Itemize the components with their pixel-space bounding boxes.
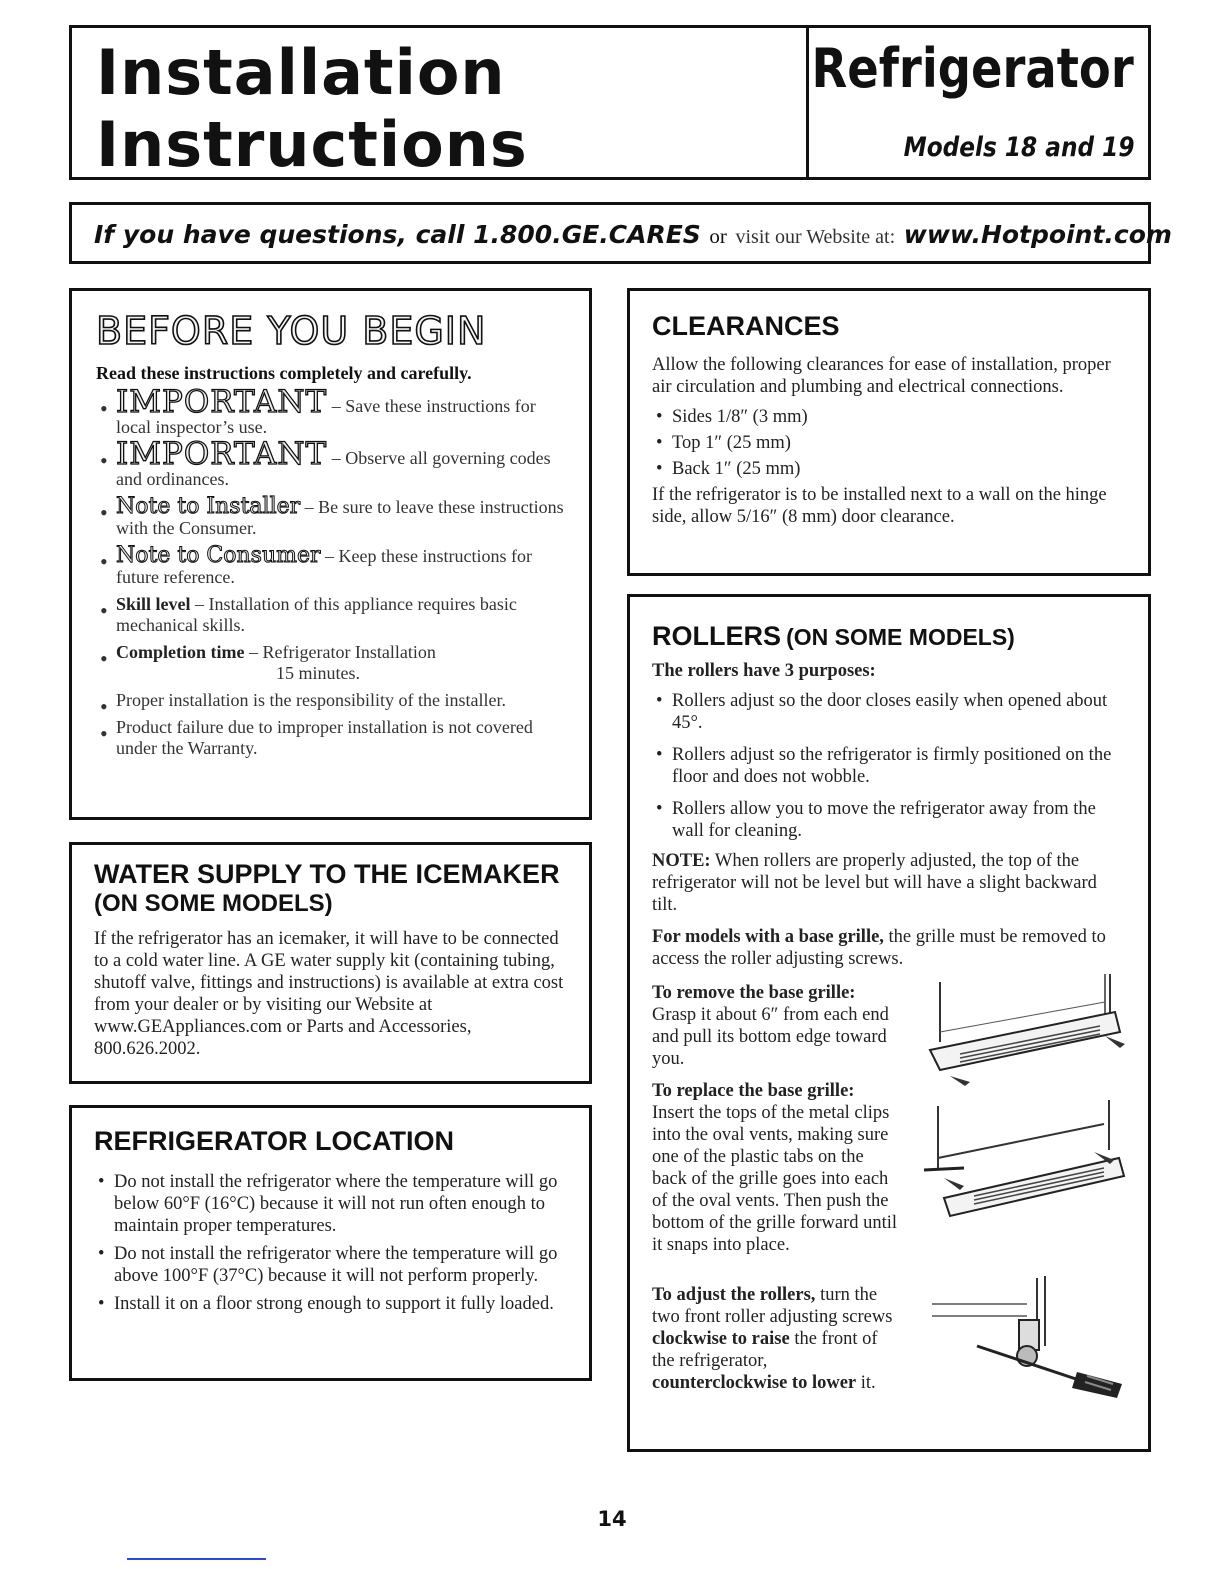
list-item: • Back 1″ (25 mm)	[652, 458, 1126, 480]
section-title: ROLLERS	[652, 621, 782, 651]
product-name: Refrigerator	[811, 37, 1134, 100]
page-number: 14	[597, 1507, 627, 1531]
title-line-1: Installation	[96, 36, 506, 109]
adjust-rollers-illustration	[927, 1276, 1132, 1401]
before-you-begin-section	[69, 288, 592, 820]
list-item: • IMPORTANT – Observe all governing codes and ordinances.	[96, 444, 565, 490]
header-title-box	[69, 25, 809, 180]
list-item: • Top 1″ (25 mm)	[652, 432, 1126, 454]
adjust-rollers-block: To adjust the rollers, turn the two front roller adjusting screws clockwise to raise the front of the refrigerator, counterclockwise to lower it.	[652, 1284, 1126, 1394]
list-item: • IMPORTANT – Save these instructions for local inspector’s use.	[96, 392, 565, 438]
remove-grille-block: To remove the base grille: Grasp it about 6″ from each end and pull its bottom edge toward you.	[652, 982, 1126, 1080]
website-link[interactable]: www.Hotpoint.com	[903, 220, 1172, 249]
replace-grille-illustration	[914, 1100, 1129, 1225]
section-title: BEFORE YOU BEGIN	[96, 309, 487, 353]
header-product-box	[806, 25, 1151, 180]
remove-grille-illustration	[920, 972, 1130, 1092]
list-item: • Proper installation is the responsibility of the installer.	[96, 690, 565, 711]
section-subtitle: (ON SOME MODELS)	[94, 890, 333, 918]
models-label: Models 18 and 19	[903, 132, 1134, 163]
list-item: • Rollers adjust so the refrigerator is firmly positioned on the floor and does not wobble.	[652, 744, 1126, 788]
contact-lead: If you have questions, call 1.800.GE.CARES	[94, 220, 701, 249]
contact-or: or	[709, 224, 727, 248]
list-item: • Note to Consumer – Keep these instructions for future reference.	[96, 545, 565, 588]
list-item: • Rollers adjust so the door closes easily when opened about 45°.	[652, 690, 1126, 734]
clearances-section	[627, 288, 1151, 576]
section-body: If the refrigerator has an icemaker, it will have to be connected to a cold water line. A GE water supply kit (containing tubing, shutoff valve, fittings and instructions) is available at extra cost from your dealer or by visiting our Website at www.GEAppliances.com or Parts and Accessories, 800.626.2002.	[94, 928, 564, 1059]
footer-link-line	[127, 1558, 266, 1560]
grille-note: For models with a base grille, the grille must be removed to access the roller adjusting screws.	[652, 927, 1106, 970]
rollers-note: NOTE: When rollers are properly adjusted, the top of the refrigerator will not be level but will have a slight backward tilt.	[652, 851, 1097, 916]
list-item: • Install it on a floor strong enough to support it fully loaded.	[94, 1293, 567, 1315]
section-title: REFRIGERATOR LOCATION	[94, 1126, 454, 1156]
water-supply-section	[69, 842, 592, 1084]
rollers-section	[627, 594, 1151, 1452]
location-section	[69, 1105, 592, 1381]
list-item: • Note to Installer – Be sure to leave these instructions with the Consumer.	[96, 496, 565, 539]
list-item: • Do not install the refrigerator where the temperature will go below 60°F (16°C) because it will not run often enough to maintain proper temperatures.	[94, 1171, 567, 1237]
replace-grille-block: To replace the base grille: Insert the tops of the metal clips into the oval vents, making sure one of the plastic tabs on the back of the grille goes into each of the oval vents. Then push the bottom of the grille forward until it snaps into place.	[652, 1080, 1126, 1280]
section-subtitle: (ON SOME MODELS)	[786, 624, 1015, 650]
section-note: If the refrigerator is to be installed next to a wall on the hinge side, allow 5/16″ (8 mm) door clearance.	[652, 485, 1107, 528]
contact-bar	[69, 202, 1172, 264]
purposes-heading: The rollers have 3 purposes:	[652, 661, 876, 682]
section-intro: Allow the following clearances for ease of installation, proper air circulation and plumbing and electrical connections.	[652, 355, 1111, 398]
list-item: • Completion time – Refrigerator Installation 15 minutes.	[96, 642, 565, 684]
intro-text: Read these instructions completely and carefully.	[96, 363, 472, 383]
list-item: • Do not install the refrigerator where the temperature will go above 100°F (37°C) because it will not perform properly.	[94, 1243, 567, 1287]
title-line-2: Instructions	[96, 108, 528, 181]
list-item: • Rollers allow you to move the refrigerator away from the wall for cleaning.	[652, 798, 1126, 842]
list-item: • Skill level – Installation of this appliance requires basic mechanical skills.	[96, 594, 565, 636]
contact-visit: visit our Website at:	[735, 226, 896, 248]
list-item: • Sides 1/8″ (3 mm)	[652, 406, 1126, 428]
section-title: WATER SUPPLY TO THE ICEMAKER	[94, 859, 560, 889]
section-title: CLEARANCES	[652, 311, 840, 341]
list-item: • Product failure due to improper installation is not covered under the Warranty.	[96, 717, 565, 759]
